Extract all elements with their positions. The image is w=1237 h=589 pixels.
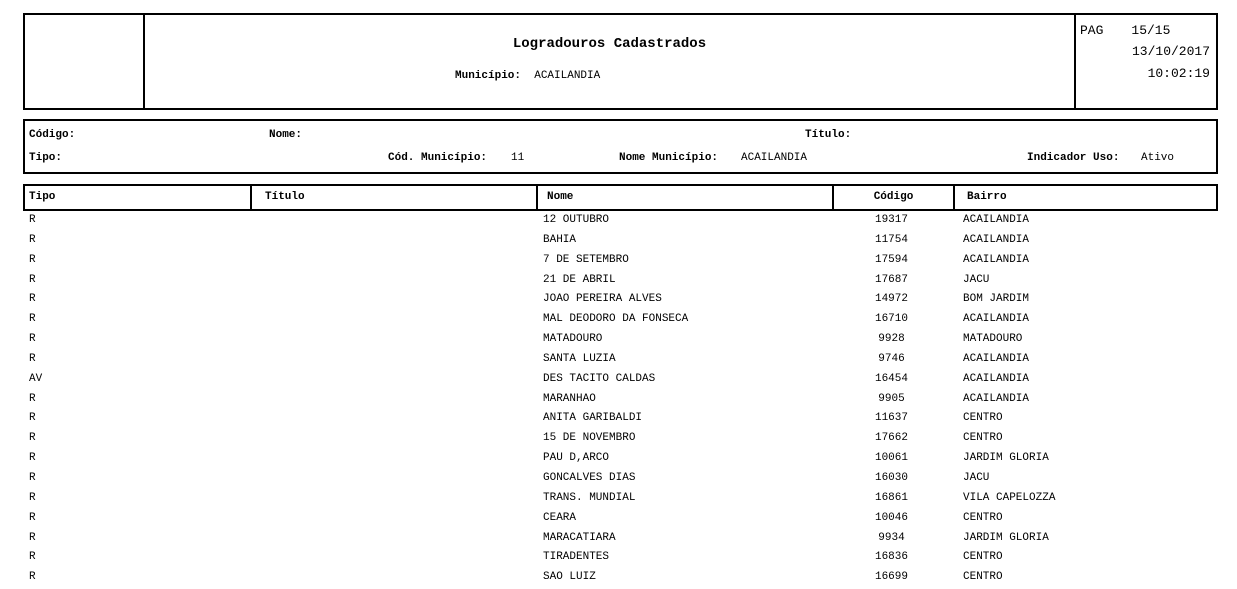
cell-nome: BAHIA [543, 233, 577, 246]
cell-bairro: ACAILANDIA [963, 214, 1030, 226]
cell-codigo: 9928 [878, 333, 905, 346]
cell-bairro: BOM JARDIM [963, 293, 1030, 306]
cell-nome: 15 DE NOVEMBRO [543, 432, 636, 445]
column-separator [536, 186, 538, 209]
cell-tipo: R [29, 313, 36, 326]
cell-codigo: 19317 [874, 214, 908, 226]
cell-bairro: ACAILANDIA [963, 392, 1030, 405]
cell-tipo: AV [29, 372, 43, 385]
report-title: Logradouros Cadastrados [512, 36, 707, 52]
table-row [0, 549, 1237, 569]
cell-nome: SAO LUIZ [543, 571, 596, 584]
cell-bairro: MATADOURO [963, 333, 1023, 346]
table-row [0, 291, 1237, 311]
cell-nome: TRANS. MUNDIAL [543, 491, 636, 504]
cell-nome: 7 DE SETEMBRO [543, 253, 629, 266]
cell-codigo: 9934 [878, 531, 905, 544]
cell-codigo: 17594 [874, 253, 908, 266]
column-header-nome: Nome [547, 191, 574, 203]
filter-cod-municipio-label: Cód. Município: [388, 152, 488, 164]
column-header-tipo: Tipo [29, 191, 56, 203]
municipio-label: Município: [455, 70, 522, 82]
table-row [0, 569, 1237, 589]
cell-tipo: R [29, 452, 36, 465]
table-row [0, 510, 1237, 530]
cell-bairro: JACU [963, 471, 990, 484]
logo-cell [25, 15, 145, 108]
cell-tipo: R [29, 333, 36, 346]
cell-nome: MAL DEODORO DA FONSECA [543, 313, 689, 326]
report-header [23, 13, 1218, 110]
cell-tipo: R [29, 531, 36, 544]
cell-codigo: 9905 [878, 392, 905, 405]
filter-indicador-uso-label: Indicador Uso: [1027, 152, 1120, 164]
pag-value: 15/15 [1131, 23, 1171, 38]
cell-nome: MARANHAO [543, 392, 596, 405]
report-time: 10:02:19 [1147, 66, 1210, 81]
cell-codigo: 16454 [874, 372, 908, 385]
cell-nome: SANTA LUZIA [543, 352, 616, 365]
cell-bairro: CENTRO [963, 511, 1003, 524]
cell-bairro: CENTRO [963, 571, 1003, 584]
cell-tipo: R [29, 214, 36, 226]
filter-titulo-label: Título: [805, 129, 852, 141]
cell-bairro: ACAILANDIA [963, 372, 1030, 385]
cell-tipo: R [29, 352, 36, 365]
cell-codigo: 16030 [874, 471, 908, 484]
table-row [0, 490, 1237, 510]
column-header-bairro: Bairro [967, 191, 1007, 203]
cell-bairro: ACAILANDIA [963, 253, 1030, 266]
cell-codigo: 17687 [874, 273, 908, 286]
column-header-codigo: Código [873, 191, 914, 203]
cell-nome: ANITA GARIBALDI [543, 412, 643, 425]
cell-codigo: 16699 [874, 571, 908, 584]
filter-nome-label: Nome: [269, 129, 303, 141]
cell-codigo: 16861 [874, 491, 908, 504]
cell-nome: PAU D,ARCO [543, 452, 610, 465]
header-municipio [455, 70, 600, 82]
cell-bairro: ACAILANDIA [963, 313, 1030, 326]
table-row [0, 391, 1237, 411]
table-header [23, 184, 1218, 211]
filter-codigo-label: Código: [29, 129, 76, 141]
cell-nome: 12 OUTUBRO [543, 214, 610, 226]
cell-bairro: CENTRO [963, 412, 1003, 425]
cell-bairro: ACAILANDIA [963, 352, 1030, 365]
cell-tipo: R [29, 491, 36, 504]
filter-nome-municipio-label: Nome Município: [619, 152, 719, 164]
table-row [0, 252, 1237, 272]
cell-tipo: R [29, 471, 36, 484]
table-row [0, 331, 1237, 351]
cell-tipo: R [29, 432, 36, 445]
cell-bairro: ACAILANDIA [963, 233, 1030, 246]
cell-nome: TIRADENTES [543, 551, 610, 564]
table-row [0, 212, 1237, 232]
table-body [0, 212, 1237, 589]
table-row [0, 530, 1237, 550]
cell-codigo: 11637 [874, 412, 908, 425]
pag-label: PAG [1080, 23, 1104, 38]
municipio-value: ACAILANDIA [534, 70, 601, 82]
cell-tipo: R [29, 511, 36, 524]
cell-bairro: CENTRO [963, 551, 1003, 564]
cell-codigo: 14972 [874, 293, 908, 306]
cell-tipo: R [29, 293, 36, 306]
cell-tipo: R [29, 412, 36, 425]
table-row [0, 470, 1237, 490]
table-row [0, 232, 1237, 252]
column-separator [953, 186, 955, 209]
cell-nome: DES TACITO CALDAS [543, 372, 656, 385]
cell-nome: 21 DE ABRIL [543, 273, 616, 286]
column-separator [250, 186, 252, 209]
report-date: 13/10/2017 [1131, 44, 1210, 59]
cell-tipo: R [29, 273, 36, 286]
cell-nome: GONCALVES DIAS [543, 471, 636, 484]
table-row [0, 272, 1237, 292]
cell-codigo: 16710 [874, 313, 908, 326]
cell-bairro: JARDIM GLORIA [963, 452, 1049, 465]
table-row [0, 450, 1237, 470]
cell-codigo: 10061 [874, 452, 908, 465]
table-row [0, 311, 1237, 331]
table-row [0, 430, 1237, 450]
cell-tipo: R [29, 571, 36, 584]
cell-codigo: 16836 [874, 551, 908, 564]
column-header-titulo: Título [265, 191, 305, 203]
cell-tipo: R [29, 233, 36, 246]
cell-bairro: JACU [963, 273, 990, 286]
table-row [0, 410, 1237, 430]
cell-codigo: 10046 [874, 511, 908, 524]
page-info-cell [1074, 15, 1216, 108]
table-row [0, 371, 1237, 391]
cell-nome: JOAO PEREIRA ALVES [543, 293, 662, 306]
cell-nome: MARACATIARA [543, 531, 616, 544]
filter-box [23, 119, 1218, 174]
cell-nome: CEARA [543, 511, 577, 524]
cell-tipo: R [29, 392, 36, 405]
cell-tipo: R [29, 551, 36, 564]
cell-codigo: 17662 [874, 432, 908, 445]
filter-tipo-label: Tipo: [29, 152, 63, 164]
cell-codigo: 9746 [878, 352, 905, 365]
cell-bairro: VILA CAPELOZZA [963, 491, 1056, 504]
cell-nome: MATADOURO [543, 333, 603, 346]
cell-bairro: JARDIM GLORIA [963, 531, 1049, 544]
filter-indicador-uso-value: Ativo [1141, 152, 1175, 164]
filter-nome-municipio-value: ACAILANDIA [741, 152, 808, 164]
table-row [0, 351, 1237, 371]
page-number [1080, 23, 1170, 38]
cell-codigo: 11754 [874, 233, 908, 246]
cell-tipo: R [29, 253, 36, 266]
filter-cod-municipio-value: 11 [511, 152, 525, 164]
cell-bairro: CENTRO [963, 432, 1003, 445]
